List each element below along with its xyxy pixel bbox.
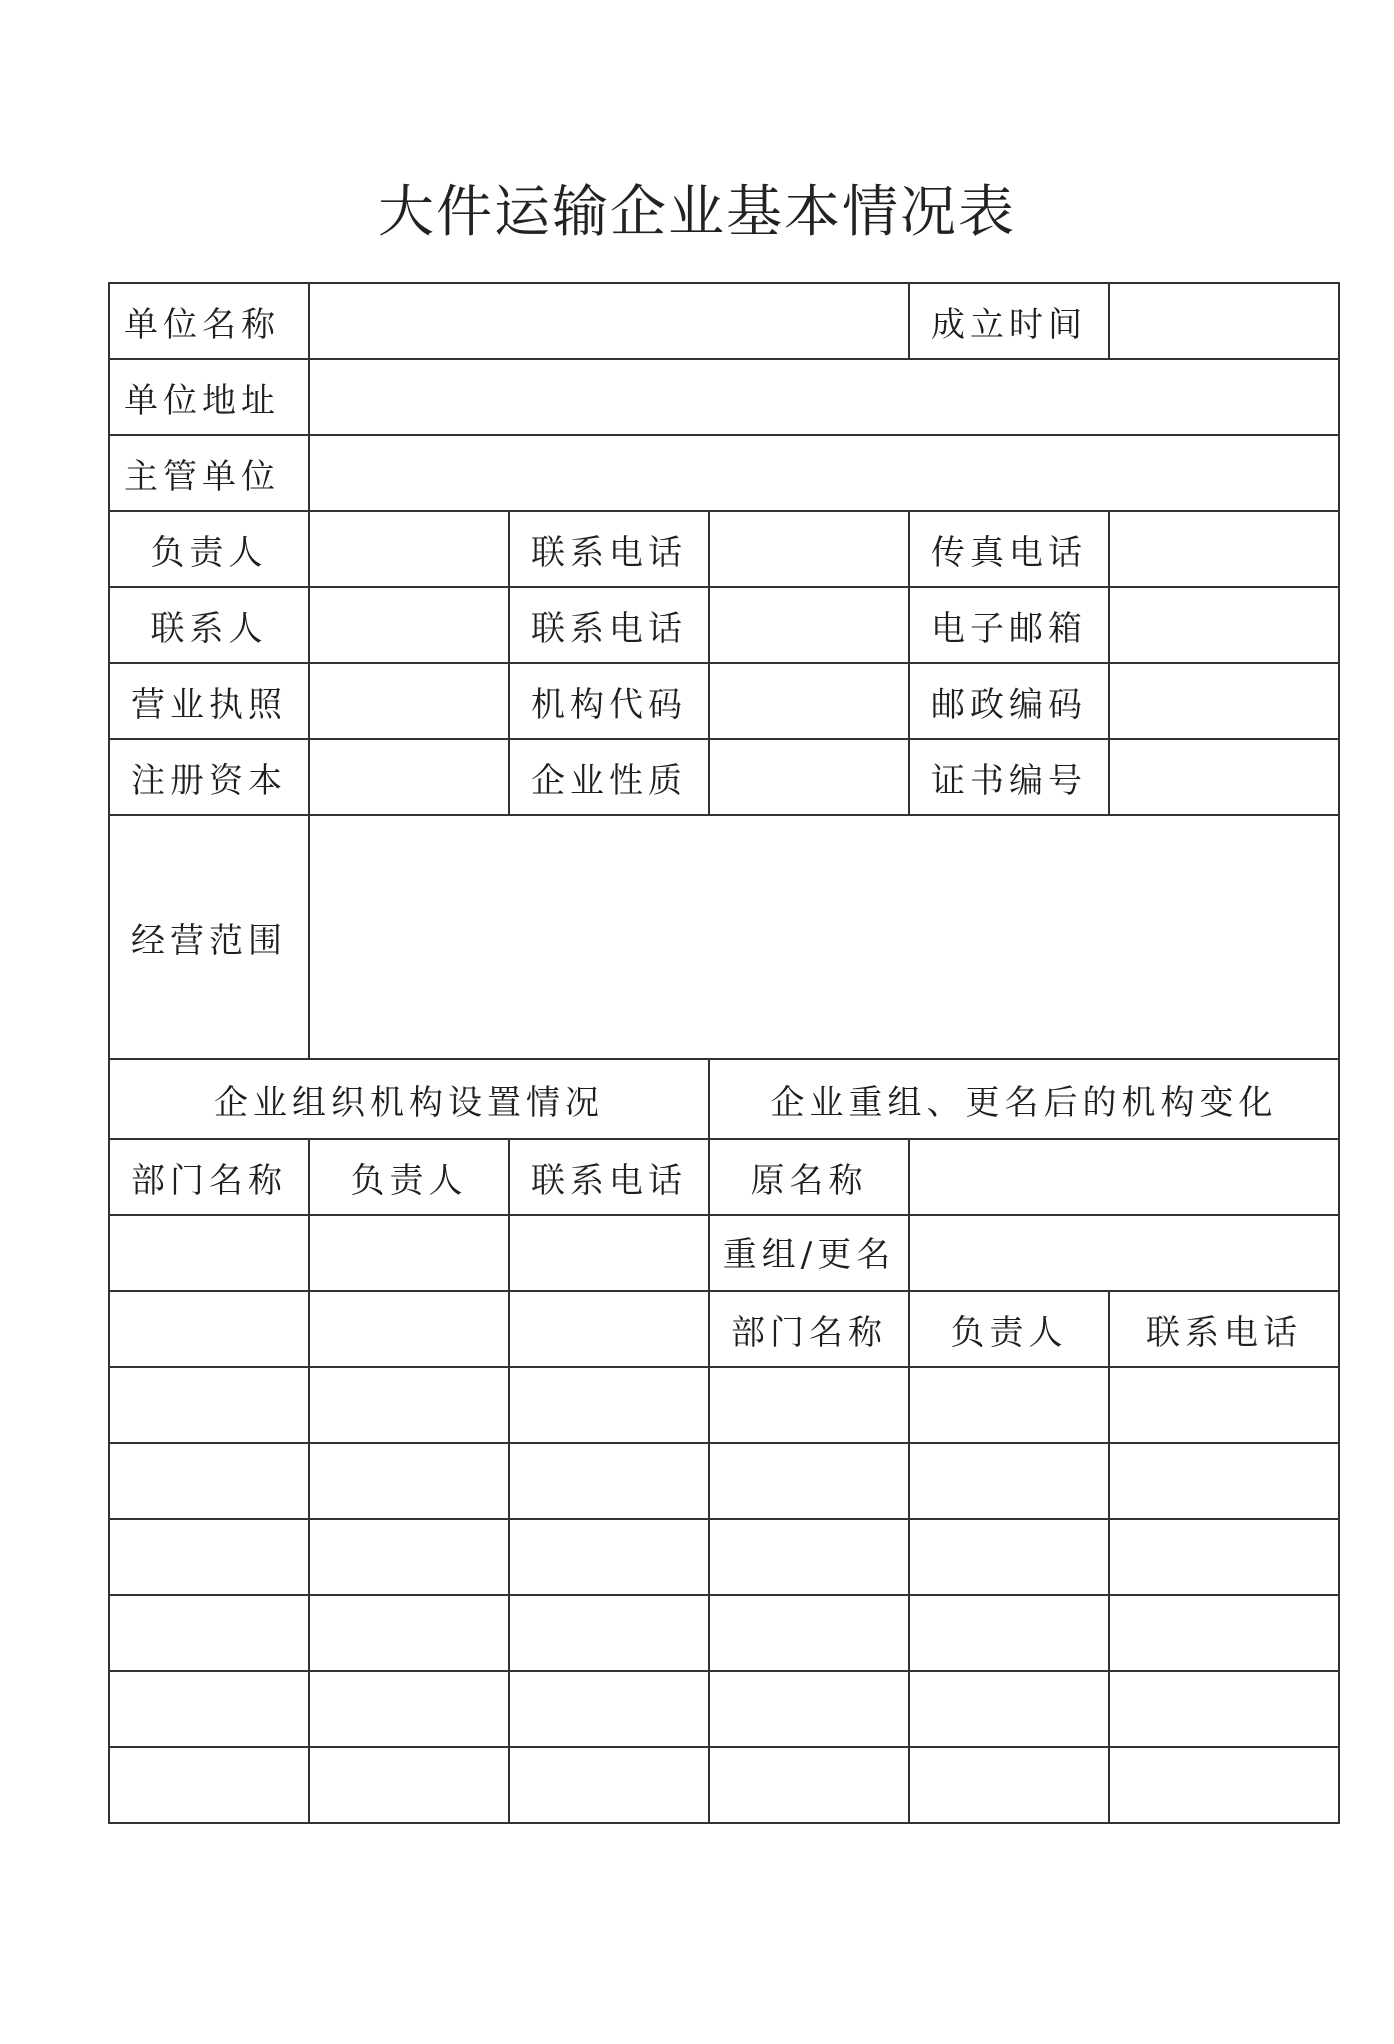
label-license: 营业执照 xyxy=(109,663,309,739)
table-cell[interactable] xyxy=(309,1367,509,1443)
label-renamed: 重组/更名 xyxy=(722,1235,896,1275)
label-address: 单位地址 xyxy=(109,359,309,435)
field-org-code[interactable] xyxy=(709,663,909,739)
row-license xyxy=(109,663,1339,739)
table-cell[interactable] xyxy=(1109,1671,1339,1747)
table-cell[interactable] xyxy=(909,1747,1109,1823)
section-org-structure: 企业组织机构设置情况 xyxy=(109,1059,709,1139)
label-person-in-charge: 负责人 xyxy=(109,511,309,587)
label-phone-2: 联系电话 xyxy=(509,587,709,663)
table-cell[interactable] xyxy=(1109,1443,1339,1519)
table-cell[interactable] xyxy=(509,1519,709,1595)
label-established: 成立时间 xyxy=(909,283,1109,359)
table-cell[interactable] xyxy=(909,1367,1109,1443)
field-cert-no[interactable] xyxy=(1109,739,1339,815)
table-cell[interactable] xyxy=(909,1519,1109,1595)
table-cell[interactable] xyxy=(709,1367,909,1443)
table-row xyxy=(109,1443,1339,1519)
row-capital xyxy=(109,739,1339,815)
field-capital[interactable] xyxy=(309,739,509,815)
table-cell[interactable] xyxy=(509,1671,709,1747)
header-phone: 联系电话 xyxy=(509,1139,709,1215)
table-cell[interactable] xyxy=(109,1747,309,1823)
header-head: 负责人 xyxy=(309,1139,509,1215)
header-new-head: 负责人 xyxy=(909,1291,1109,1367)
table-cell[interactable] xyxy=(509,1595,709,1671)
field-scope[interactable] xyxy=(309,815,1339,1059)
table-cell[interactable] xyxy=(509,1747,709,1823)
table-cell[interactable] xyxy=(909,1595,1109,1671)
field-original-name[interactable] xyxy=(909,1139,1339,1215)
row-renamed xyxy=(109,1215,1339,1291)
cell-head-2[interactable] xyxy=(309,1291,509,1367)
label-fax: 传真电话 xyxy=(909,511,1109,587)
label-phone-1: 联系电话 xyxy=(509,511,709,587)
table-cell[interactable] xyxy=(309,1519,509,1595)
row-contact xyxy=(109,587,1339,663)
table-cell[interactable] xyxy=(509,1443,709,1519)
label-renamed-cell xyxy=(709,1215,909,1291)
table-cell[interactable] xyxy=(709,1595,909,1671)
label-capital: 注册资本 xyxy=(109,739,309,815)
section-restructure: 企业重组、更名后的机构变化 xyxy=(709,1059,1339,1139)
row-person-in-charge xyxy=(109,511,1339,587)
table-cell[interactable] xyxy=(709,1671,909,1747)
label-org-code: 机构代码 xyxy=(509,663,709,739)
label-scope: 经营范围 xyxy=(109,815,309,1059)
label-unit-name: 单位名称 xyxy=(109,283,309,359)
field-established[interactable] xyxy=(1109,283,1339,359)
table-row xyxy=(109,1747,1339,1823)
field-renamed[interactable] xyxy=(909,1215,1339,1291)
row-supervisor xyxy=(109,435,1339,511)
table-cell[interactable] xyxy=(309,1671,509,1747)
table-cell[interactable] xyxy=(109,1443,309,1519)
table-cell[interactable] xyxy=(109,1671,309,1747)
label-nature: 企业性质 xyxy=(509,739,709,815)
table-row xyxy=(109,1671,1339,1747)
field-postcode[interactable] xyxy=(1109,663,1339,739)
page-title: 大件运输企业基本情况表 xyxy=(378,180,1016,245)
row-section-headers xyxy=(109,1059,1339,1139)
field-fax[interactable] xyxy=(1109,511,1339,587)
field-phone-2[interactable] xyxy=(709,587,909,663)
table-cell[interactable] xyxy=(709,1747,909,1823)
table-cell[interactable] xyxy=(509,1367,709,1443)
table-cell[interactable] xyxy=(109,1595,309,1671)
cell-head-1[interactable] xyxy=(309,1215,509,1291)
field-license[interactable] xyxy=(309,663,509,739)
table-cell[interactable] xyxy=(909,1443,1109,1519)
table-cell[interactable] xyxy=(309,1595,509,1671)
label-contact: 联系人 xyxy=(109,587,309,663)
table-cell[interactable] xyxy=(909,1671,1109,1747)
table-row xyxy=(109,1367,1339,1443)
field-nature[interactable] xyxy=(709,739,909,815)
field-supervisor[interactable] xyxy=(309,435,1339,511)
header-new-phone: 联系电话 xyxy=(1109,1291,1339,1367)
table-cell[interactable] xyxy=(709,1519,909,1595)
cell-phone-2[interactable] xyxy=(509,1291,709,1367)
table-cell[interactable] xyxy=(1109,1519,1339,1595)
table-cell[interactable] xyxy=(709,1443,909,1519)
row-new-headers xyxy=(109,1291,1339,1367)
row-unit-name xyxy=(109,283,1339,359)
label-email: 电子邮箱 xyxy=(909,587,1109,663)
table-cell[interactable] xyxy=(1109,1595,1339,1671)
table-cell[interactable] xyxy=(1109,1367,1339,1443)
cell-dept-1[interactable] xyxy=(109,1215,309,1291)
row-scope xyxy=(109,815,1339,1059)
label-supervisor: 主管单位 xyxy=(109,435,309,511)
cell-dept-2[interactable] xyxy=(109,1291,309,1367)
table-cell[interactable] xyxy=(109,1519,309,1595)
table-row xyxy=(109,1519,1339,1595)
table-cell[interactable] xyxy=(309,1443,509,1519)
table-cell[interactable] xyxy=(1109,1747,1339,1823)
row-org-headers xyxy=(109,1139,1339,1215)
field-person-in-charge[interactable] xyxy=(309,511,509,587)
enterprise-info-table xyxy=(108,282,1340,1824)
table-row xyxy=(109,1595,1339,1671)
field-phone-1[interactable] xyxy=(709,511,909,587)
row-address xyxy=(109,359,1339,435)
field-unit-name[interactable] xyxy=(309,283,909,359)
label-cert-no: 证书编号 xyxy=(909,739,1109,815)
field-contact[interactable] xyxy=(309,587,509,663)
cell-phone-1[interactable] xyxy=(509,1215,709,1291)
header-dept-name: 部门名称 xyxy=(109,1139,309,1215)
field-address[interactable] xyxy=(309,359,1339,435)
label-original-name: 原名称 xyxy=(709,1139,909,1215)
table-cell[interactable] xyxy=(109,1367,309,1443)
label-postcode: 邮政编码 xyxy=(909,663,1109,739)
table-cell[interactable] xyxy=(309,1747,509,1823)
header-new-dept-name: 部门名称 xyxy=(709,1291,909,1367)
field-email[interactable] xyxy=(1109,587,1339,663)
